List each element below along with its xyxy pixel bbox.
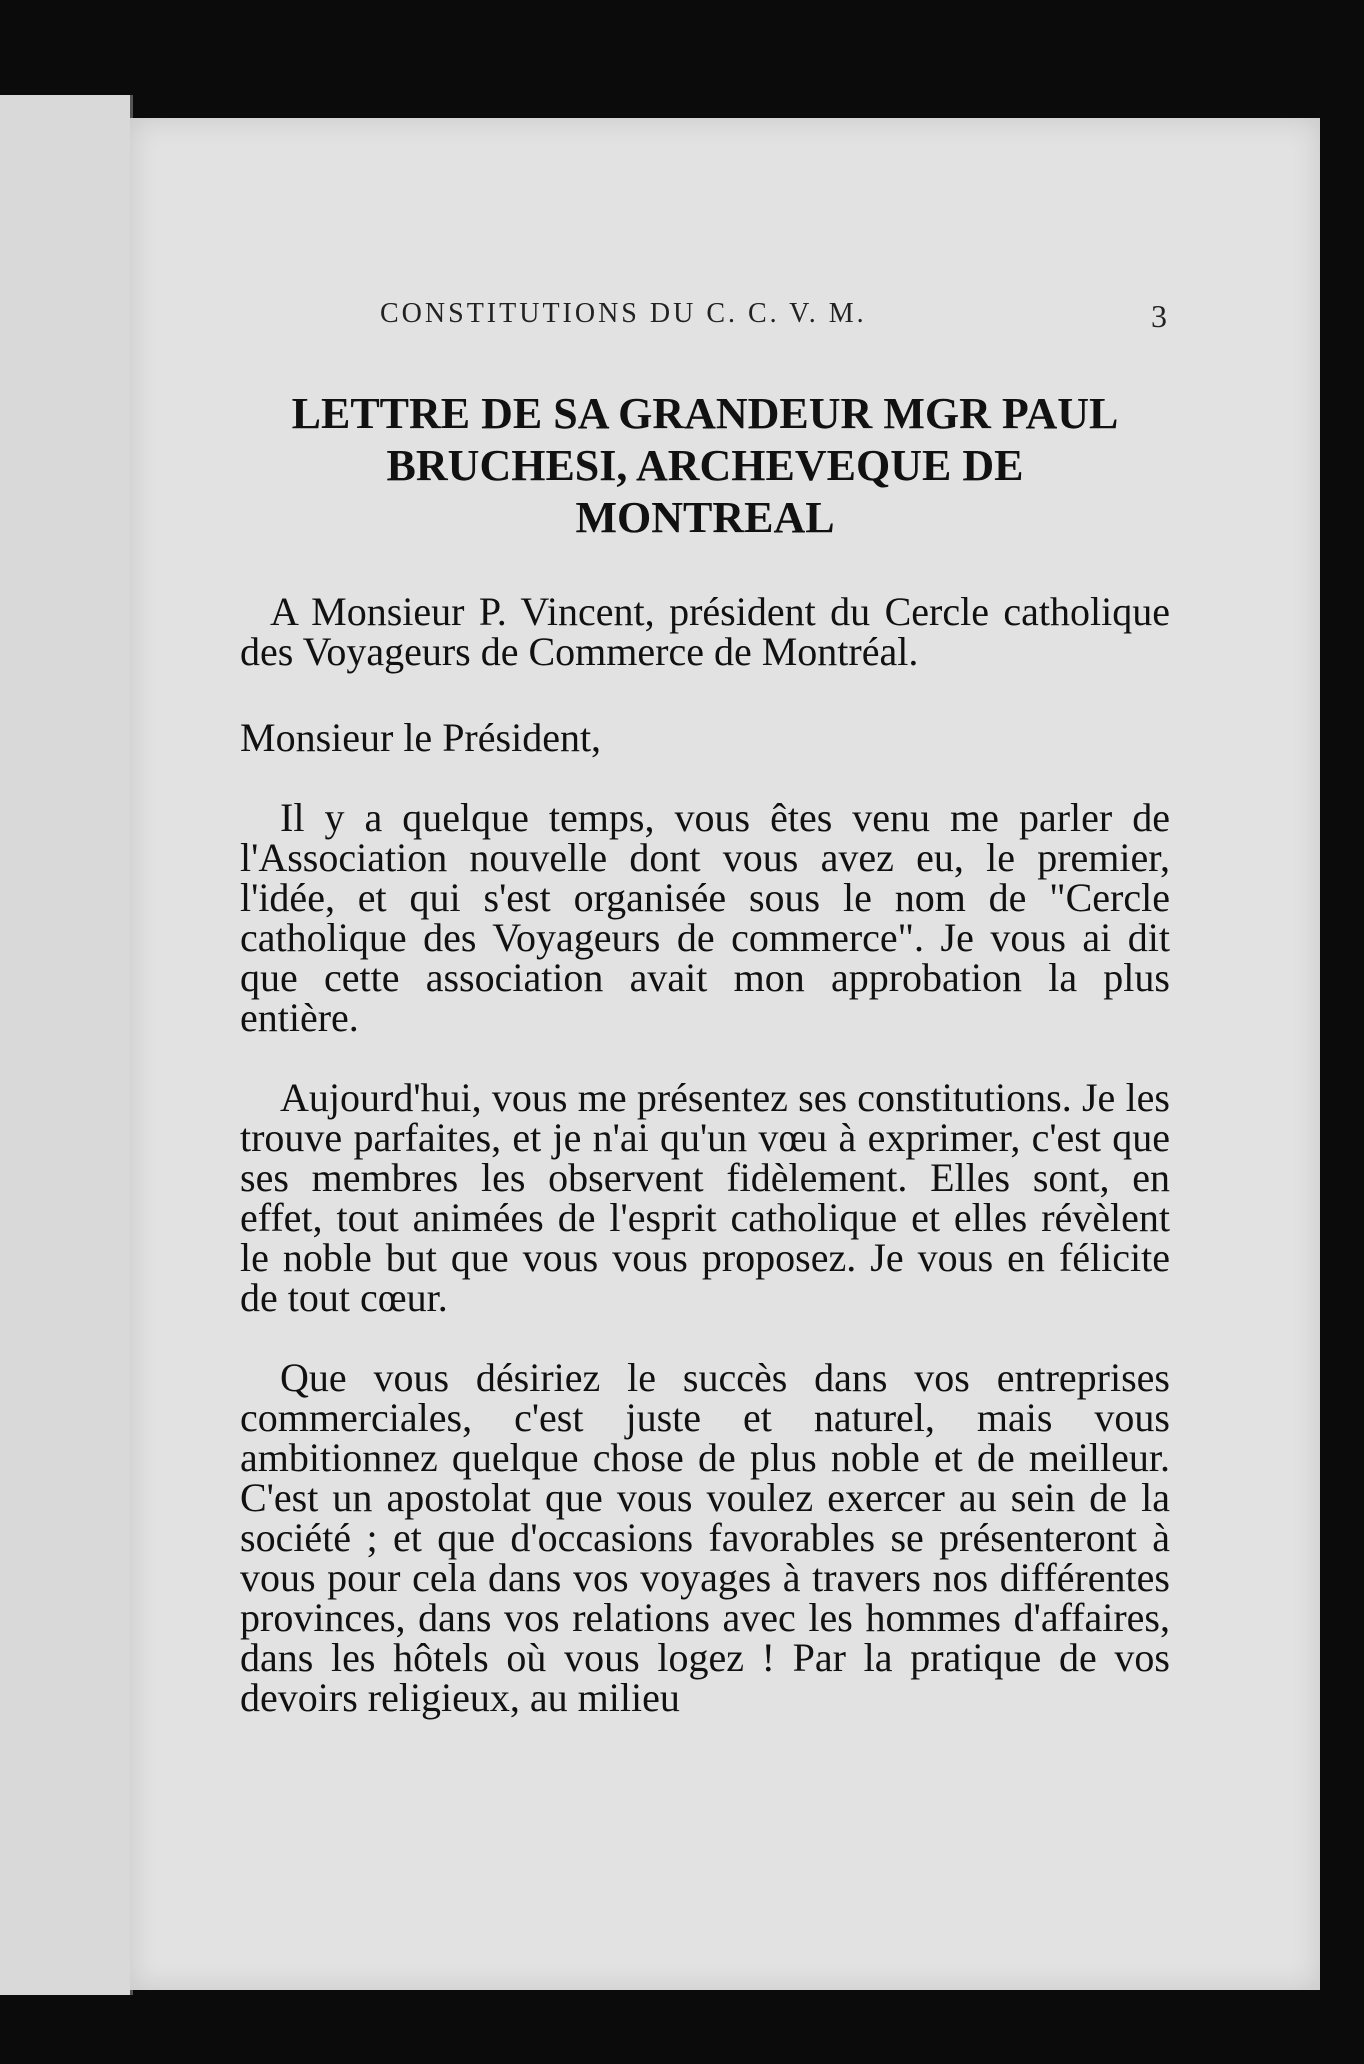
letter-address: A Monsieur P. Vincent, président du Cercle catholique des Voyageurs de Commerce de Montréal.	[240, 589, 1170, 674]
letter-salutation: Monsieur le Président,	[240, 715, 602, 760]
page-content	[240, 298, 1170, 1758]
letter-paragraph: Aujourd'hui, vous me présentez ses constitutions. Je les trouve parfaites, et je n'ai qu'un vœu à exprimer, c'est que ses membres les observent fidèlement. Elles sont, en effet, tout animées de l'esprit catholique et elles révèlent le noble but que vous vous proposez. Je vous en félicite de tout cœur.	[240, 1075, 1170, 1320]
letter-paragraph: Que vous désiriez le succès dans vos entreprises commerciales, c'est juste et naturel, mais vous ambitionnez quelque chose de plus noble et de meilleur. C'est un apostolat que vous voulez exercer au sein de la société ; et que d'occasions favorables se présenteront à vous pour cela dans vos voyages à travers nos différentes provinces, dans vos relations avec les hommes d'affaires, dans les hôtels où vous logez ! Par la pratique de vos devoirs religieux, au milieu	[240, 1355, 1170, 1720]
letter-title-line: BRUCHESI, ARCHEVEQUE DE	[386, 441, 1024, 490]
facing-page-edge	[0, 95, 133, 1995]
page-number: 3	[1151, 298, 1170, 334]
letter-title-line: LETTRE DE SA GRANDEUR MGR PAUL	[291, 389, 1119, 438]
letter-title-line: MONTREAL	[575, 493, 835, 542]
running-head-title: CONSTITUTIONS DU C. C. V. M.	[380, 298, 867, 329]
running-head	[240, 298, 1170, 348]
letter-title	[240, 388, 1170, 544]
letter-paragraph: Il y a quelque temps, vous êtes venu me parler de l'Association nouvelle dont vous avez eu, le premier, l'idée, et qui s'est organisée sous le nom de "Cercle catholique des Voyageurs de commerce". Je vous ai dit que cette association avait mon approbation la plus entière.	[240, 795, 1170, 1040]
book-page	[130, 118, 1320, 1990]
